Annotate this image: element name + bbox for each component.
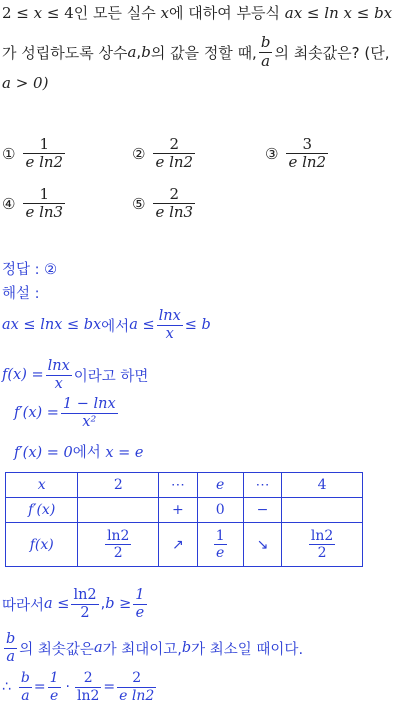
fraction [48,670,61,703]
math: b ≥ [105,596,132,612]
denominator: e [216,545,225,561]
numerator: 3 [286,136,328,154]
fraction-b-over-a [259,34,273,70]
numerator: 1 [49,670,59,687]
text: 의 값을 정할 때, [150,43,257,62]
choice-fraction [23,136,65,172]
decreasing-arrow-icon: ↘ [243,523,282,567]
numerator: b [6,630,16,647]
denominator: e ln2 [119,687,155,704]
fraction [133,587,146,621]
math: x = e [105,445,144,461]
numerator: ln2 [310,527,334,544]
denominator: 2 [317,545,327,561]
numerator: 1 − lnx [62,395,116,412]
increasing-arrow-icon: ↗ [159,523,198,567]
math-b: b [141,43,151,61]
choice-marker: ② [132,144,146,163]
table-cell [197,523,243,567]
text: 가 성립하도록 상수 [2,43,128,62]
problem-line-1 [2,2,392,23]
denominator: x [54,375,63,392]
table-cell: ⋯ [159,473,198,498]
table-cell: f(x) [6,523,78,567]
choice-4[interactable] [2,186,67,222]
fraction-lnx-over-x [46,358,72,392]
text: 에 대하여 부등식 [169,4,285,22]
fraction-b-over-a [4,631,17,665]
fraction [105,528,131,561]
solution-label: 해설 : [2,286,40,302]
denominator: e ln2 [288,153,327,172]
denominator: x² [82,413,97,430]
choice-2[interactable] [132,136,197,172]
choice-fraction [23,186,65,222]
table-cell [282,523,363,567]
answer-line [2,258,57,279]
denominator: e ln2 [155,153,194,172]
denominator: 2 [113,545,123,561]
text: 인 모든 실수 [73,4,161,22]
function-def: f(x) = [2,367,44,383]
equals: = [103,679,116,695]
table-row [6,523,363,567]
numerator: 2 [153,186,195,204]
numerator: 1 [135,586,145,603]
choice-5[interactable] [132,186,197,222]
variation-table [5,472,363,567]
numerator: lnx [158,307,181,324]
text: 따라서 [2,597,45,614]
table-cell: f′(x) [6,498,78,523]
choice-marker: ④ [2,194,16,213]
inequality: ax ≤ lnx ≤ bx [2,317,102,333]
equals: = [33,679,46,695]
table-cell [78,523,159,567]
denominator: a [21,687,30,704]
derivative-def: f′(x) = [14,405,59,421]
numerator: 2 [153,136,195,154]
text: , [136,43,142,61]
fraction [309,528,335,561]
inequality: ax ≤ ln x ≤ bx [284,4,393,22]
numerator: b [260,33,271,52]
denominator: e [49,687,59,704]
math-a: a [127,43,137,61]
math-x: x [160,4,170,22]
choice-1[interactable] [2,136,67,172]
answer-label: 정답 : [2,262,45,278]
math: b [181,640,192,656]
text: ≤ 4 [42,4,74,22]
math: a ≤ [129,317,155,333]
denominator: x [165,325,174,342]
text: 에서 [101,318,130,335]
math: a [93,640,103,656]
table-cell: − [243,498,282,523]
solution-step-7 [2,668,158,706]
text: 가 최소일 때이다. [191,641,304,658]
denominator: e [135,604,145,621]
numerator: lnx [47,357,70,374]
text: 가 최대이고, [102,641,182,658]
text: 2 ≤ [2,4,34,22]
table-cell: 0 [197,498,243,523]
text: 이라고 하면 [73,368,149,385]
fraction [75,670,101,703]
choice-fraction [153,186,195,222]
table-row [6,498,363,523]
answer-value: ② [44,262,58,278]
numerator: 1 [215,527,225,544]
numerator: ln2 [73,586,97,603]
solution-step-6 [2,628,303,668]
denominator: e ln3 [155,203,194,222]
math: f′(x) = 0 [14,445,73,461]
table-cell: ⋯ [243,473,282,498]
table-cell: 4 [282,473,363,498]
text: 의 최솟값은 [19,641,94,658]
choice-marker: ⑤ [132,194,146,213]
math: a ≤ [44,596,70,612]
table-cell [282,498,363,523]
table-cell: 2 [78,473,159,498]
fraction [214,528,227,561]
math-x: x [33,4,43,22]
numerator: ln2 [107,527,130,544]
table-row [6,473,363,498]
problem-line-2 [2,32,390,72]
solution-step-4 [14,441,144,462]
text: 의 최솟값은? (단, [274,43,390,62]
text: , [100,596,106,612]
choice-marker: ③ [265,144,279,163]
choice-3[interactable] [265,136,330,172]
math: ≤ b [184,317,211,333]
numerator: 2 [117,670,156,687]
table-cell [78,498,159,523]
times-dot: · [65,679,70,695]
table-cell: + [159,498,198,523]
denominator: a [6,648,15,665]
denominator: e ln2 [25,153,64,172]
choice-fraction [286,136,328,172]
table-cell: x [6,473,78,498]
choice-fraction [153,136,195,172]
numerator: b [20,670,30,687]
table-cell: e [197,473,243,498]
denominator: e ln3 [25,203,64,222]
numerator: 1 [23,136,65,154]
solution-step-2 [2,355,148,395]
denominator: 2 [80,604,90,621]
numerator: 2 [75,670,101,687]
solution-step-1 [2,305,211,345]
text: 에서 [72,445,106,461]
choice-marker: ① [2,144,16,163]
numerator: 1 [23,186,65,204]
fraction [19,670,32,703]
denominator: ln2 [77,687,100,704]
therefore-symbol: ∴ [2,679,11,695]
solution-step-5 [2,584,149,624]
solution-step-3 [14,392,120,434]
fraction [117,670,156,703]
fraction-lnx-over-x [157,308,183,342]
problem-line-3: a > 0) [2,74,49,92]
fraction [71,587,98,621]
fraction-derivative [61,396,118,430]
denominator: a [261,51,271,70]
